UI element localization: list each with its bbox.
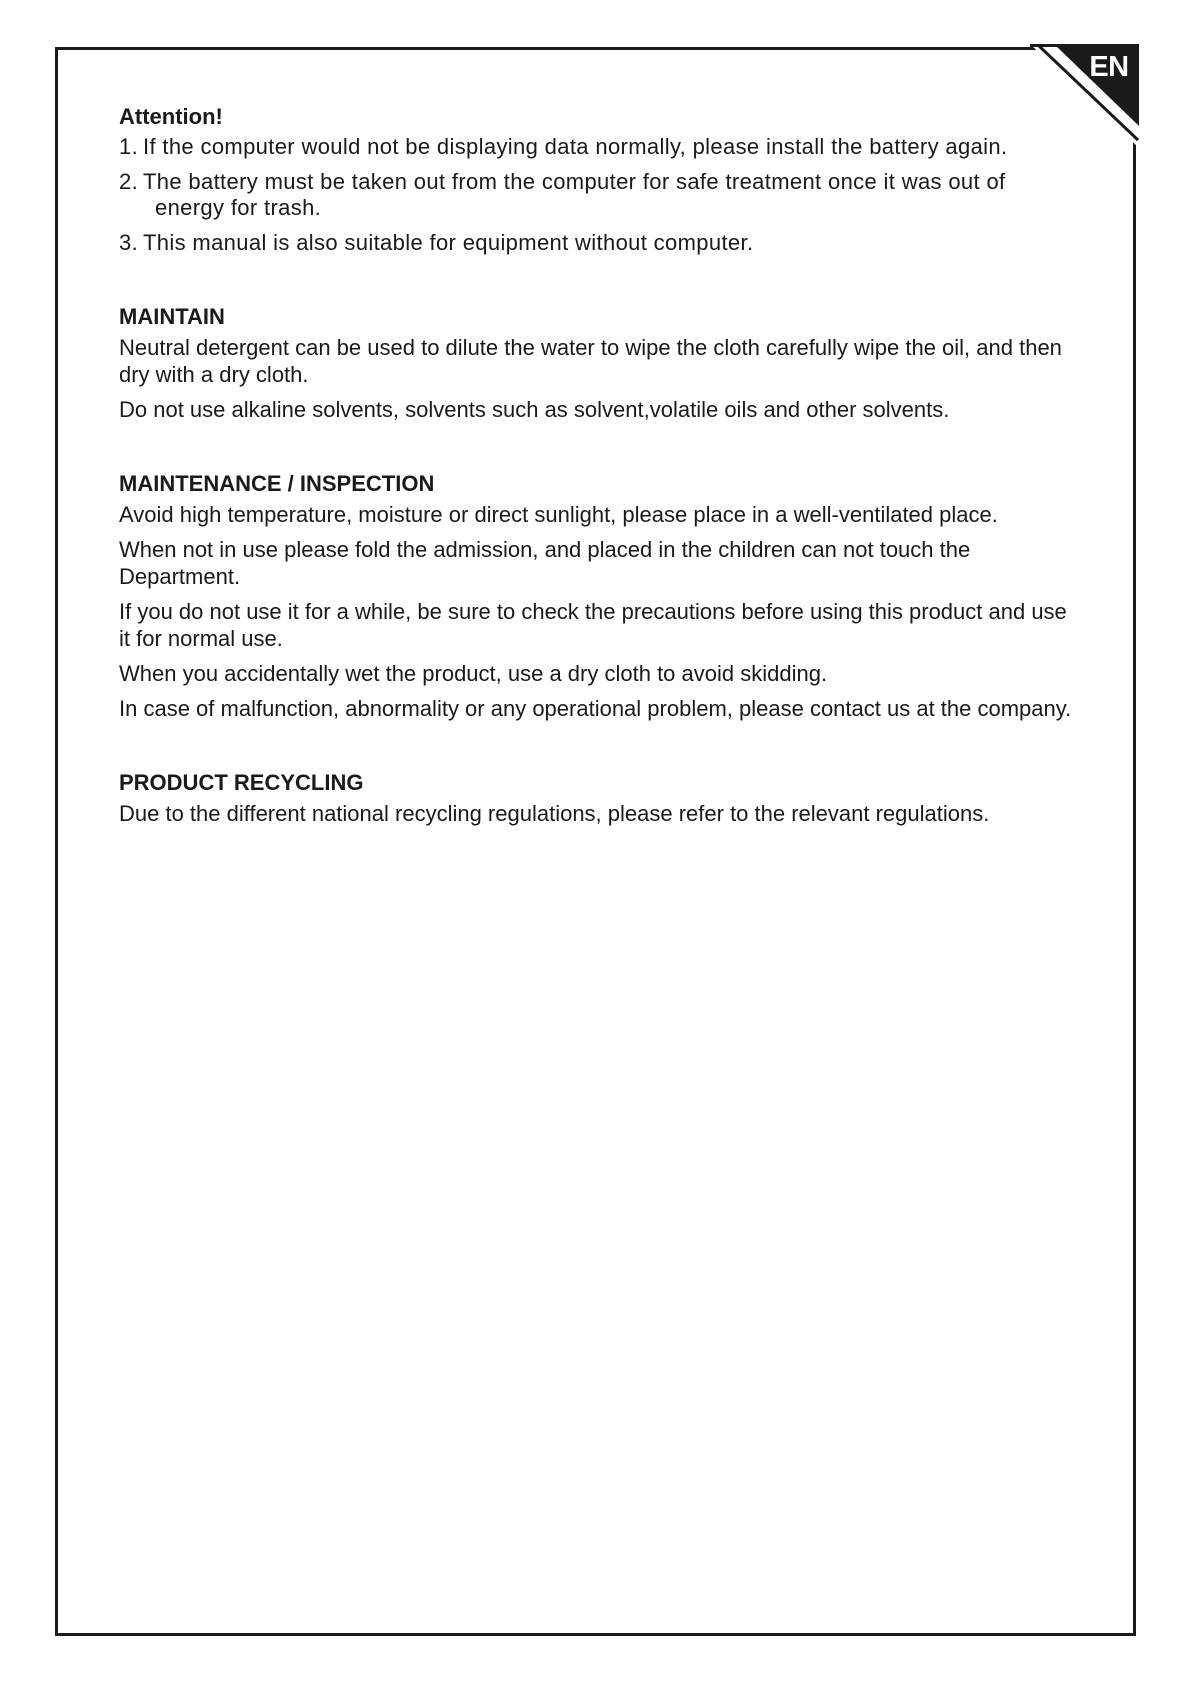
maintain-section (119, 302, 1079, 423)
maintain-paragraph: Do not use alkaline solvents, solvents such as solvent,volatile oils and other solvents. (119, 397, 950, 422)
attention-section (119, 102, 1079, 256)
product-recycling-heading: PRODUCT RECYCLING (119, 770, 364, 795)
attention-item (119, 169, 1079, 221)
maintenance-paragraph: When you accidentally wet the product, use a dry cloth to avoid skidding. (119, 661, 828, 686)
attention-item-text: The battery must be taken out from the computer for safe treatment once it was out of energy for trash. (143, 169, 1006, 220)
attention-item-number: 1. (119, 134, 139, 159)
maintenance-paragraph: If you do not use it for a while, be sure to check the precautions before using this product and use it for normal use. (119, 599, 1067, 651)
document-content (119, 102, 1079, 835)
attention-heading: Attention! (119, 104, 223, 129)
attention-item-text: This manual is also suitable for equipment without computer. (143, 230, 754, 255)
attention-item (119, 134, 1079, 160)
attention-item (119, 230, 1079, 256)
recycling-paragraph: Due to the different national recycling regulations, please refer to the relevant regulations. (119, 801, 990, 826)
maintenance-inspection-section (119, 469, 1079, 722)
maintenance-inspection-heading: MAINTENANCE / INSPECTION (119, 471, 435, 496)
language-label: EN (1089, 51, 1129, 83)
attention-item-number: 2. (119, 169, 139, 194)
product-recycling-section (119, 768, 1079, 827)
attention-item-number: 3. (119, 230, 139, 255)
attention-list (119, 134, 1079, 256)
maintenance-paragraph: In case of malfunction, abnormality or any operational problem, please contact us at the company. (119, 696, 1072, 721)
attention-item-text: If the computer would not be displaying data normally, please install the battery again. (143, 134, 1008, 159)
maintain-heading: MAINTAIN (119, 304, 225, 329)
maintenance-paragraph: Avoid high temperature, moisture or direct sunlight, please place in a well-ventilated place. (119, 502, 998, 527)
maintain-paragraph: Neutral detergent can be used to dilute the water to wipe the cloth carefully wipe the oil, and then dry with a dry cloth. (119, 335, 1062, 387)
maintenance-paragraph: When not in use please fold the admission, and placed in the children can not touch the Department. (119, 537, 971, 589)
